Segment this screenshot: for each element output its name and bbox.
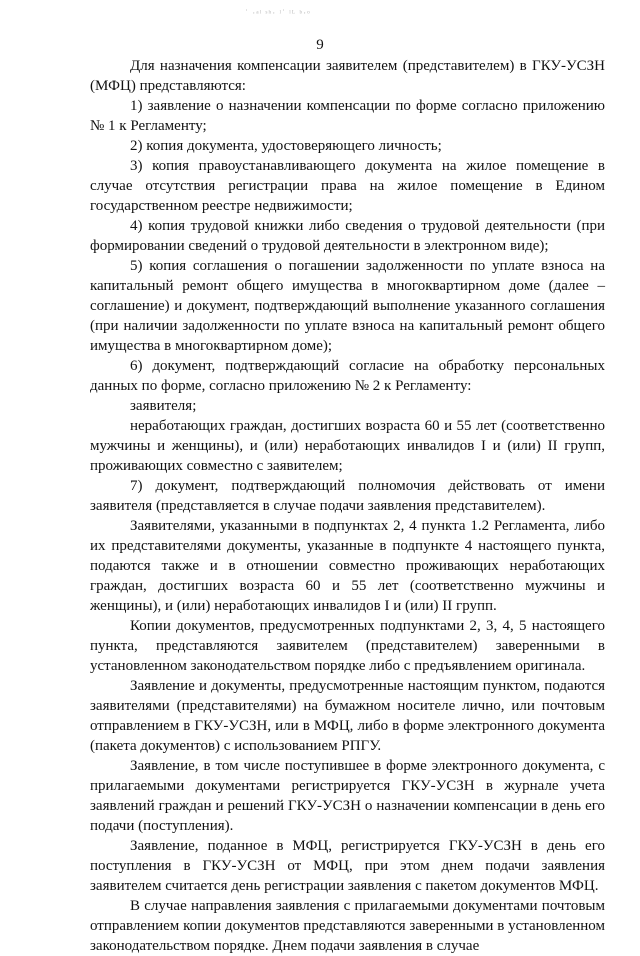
list-item-5: 5) копия соглашения о погашении задолженности по уплате взноса на капитальный ремонт общего имущества в многоквартирном доме (далее – соглашение) и документ, подтверждающий выполнение указанного соглашения (при наличии задолженности по уплате взноса на капитальный ремонт общего имущества в многоквартирном доме); <box>90 258 605 354</box>
list-item-7: 7) документ, подтверждающий полномочия действовать от имени заявителя (представляется в случае подачи заявления представителем). <box>90 478 605 514</box>
list-item-6-sub-non-working: неработающих граждан, достигших возраста 60 и 55 лет (соответственно мужчины и женщины), и (или) неработающих инвалидов I и (или) II групп, проживающих совместно с заявителем; <box>90 418 605 474</box>
paragraph-copies: Копии документов, предусмотренных подпунктами 2, 3, 4, 5 настоящего пункта, представляются заявителем (представителем) заверенными в установленном законодательством порядке либо с предъявлением оригинала. <box>90 618 605 674</box>
list-item-2: 2) копия документа, удостоверяющего личность; <box>130 138 442 154</box>
page-number: 9 <box>316 37 324 53</box>
paragraph-mfc: Заявление, поданное в МФЦ, регистрируется ГКУ-УСЗН в день его поступления в ГКУ-УСЗН от МФЦ, при этом днем подачи заявления заявителем считается день регистрации заявления с пакетом документов МФЦ. <box>90 838 605 894</box>
list-item-6: 6) документ, подтверждающий согласие на обработку персональных данных по форме, согласно приложению № 2 к Регламенту: <box>90 358 605 394</box>
list-item-4: 4) копия трудовой книжки либо сведения о трудовой деятельности (при формировании сведений о трудовой деятельности в электронном виде); <box>90 218 605 254</box>
list-item-6-sub-applicant: заявителя; <box>130 398 197 414</box>
document-body <box>90 56 605 956</box>
list-item-1: 1) заявление о назначении компенсации по форме согласно приложению № 1 к Регламенту; <box>90 98 605 134</box>
paragraph-applicants: Заявителями, указанными в подпунктах 2, 4 пункта 1.2 Регламента, либо их представителями документы, указанные в подпункте 4 настоящего пункта, подаются также и в отношении совместно проживающих неработающих граждан, достигших возраста 60 и 55 лет (соответственно мужчины и женщины), и (или) неработающих инвалидов I и (или) II групп. <box>90 518 605 614</box>
scan-artifact-text: ʿ ·ᵃˡ ˢʰ· ˡ˙ ˡᴸ ᵇ·ᵒ <box>245 8 311 18</box>
paragraph-submission: Заявление и документы, предусмотренные настоящим пунктом, подаются заявителями (представителями) на бумажном носителе лично, или почтовым отправлением в ГКУ-УСЗН, или в МФЦ, либо в форме электронного документа (пакета документов) с использованием РПГУ. <box>90 678 605 754</box>
paragraph-registration: Заявление, в том числе поступившее в форме электронного документа, с прилагаемыми документами регистрируется ГКУ-УСЗН в журнале учета заявлений граждан и решений ГКУ-УСЗН о назначении компенсации в день его подачи (поступления). <box>90 758 605 834</box>
list-item-3: 3) копия правоустанавливающего документа на жилое помещение в случае отсутствия регистрации права на жилое помещение в Едином государственном реестре недвижимости; <box>90 158 605 214</box>
paragraph-postal: В случае направления заявления с прилагаемыми документами почтовым отправлением копии документов представляются заверенными в установленном законодательством порядке. Днем подачи заявления в случае <box>90 898 605 954</box>
paragraph-intro: Для назначения компенсации заявителем (представителем) в ГКУ-УСЗН (МФЦ) представляются: <box>90 58 605 94</box>
